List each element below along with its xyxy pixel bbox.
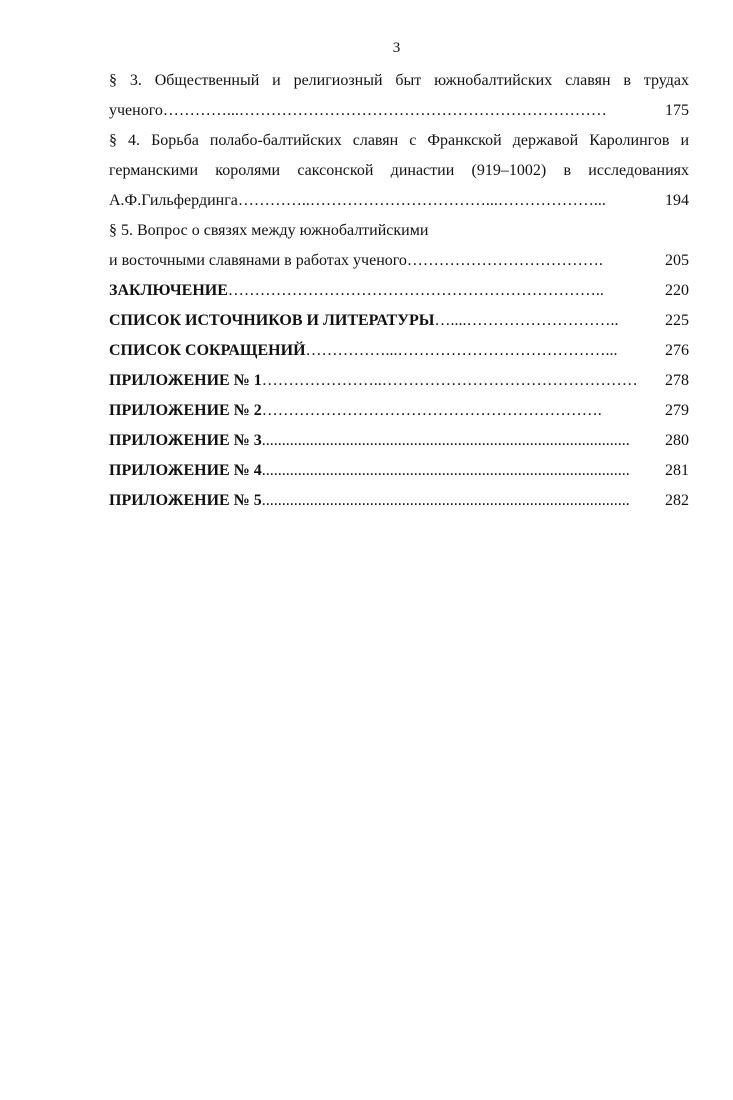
toc-conclusion — [109, 276, 689, 306]
toc-abbreviations — [109, 336, 689, 366]
toc-appendix-1 — [109, 366, 689, 396]
toc-entry-5-line-1: § 5. Вопрос о связях между южнобалтийскими — [109, 222, 429, 239]
toc-appendix-2 — [109, 396, 689, 426]
table-of-contents — [109, 66, 689, 516]
toc-entry-5-title-tail: и восточными славянами в работах ученого — [109, 252, 407, 269]
toc-appendix-5-title: ПРИЛОЖЕНИЕ № 5 — [109, 492, 262, 509]
toc-entry-3-line-1: § 3. Общественный и религиозный быт южнобалтийских славян в трудах — [109, 72, 689, 89]
toc-appendix-3-page: 280 — [665, 432, 689, 449]
toc-entry-5-page: 205 — [665, 252, 689, 269]
toc-entry-5-line-2 — [109, 246, 689, 276]
toc-entry-4-leader-dots: …………..……………………………...………………... — [237, 192, 606, 209]
toc-sources-title: СПИСОК ИСТОЧНИКОВ И ЛИТЕРАТУРЫ — [109, 312, 435, 329]
toc-entry-5-leader-dots: ………………………………. — [406, 252, 603, 269]
toc-entry-3-title-tail: ученого — [109, 102, 163, 119]
toc-entry-4-page: 194 — [665, 192, 689, 209]
toc-appendix-1-page: 278 — [665, 372, 689, 389]
toc-abbreviations-leader-dots: ……………...…………………………………... — [305, 342, 618, 359]
toc-abbreviations-title: СПИСОК СОКРАЩЕНИЙ — [109, 342, 306, 359]
toc-appendix-2-page: 279 — [665, 402, 689, 419]
page-number: 3 — [392, 40, 401, 56]
toc-entry-4-line-1: § 4. Борьба полабо-балтийских славян с Франкской державой Каролингов и — [109, 132, 689, 149]
toc-appendix-4-page: 281 — [665, 462, 689, 479]
toc-appendix-3-leader-dots: ............................................................................................ — [261, 432, 630, 449]
toc-sources-leader-dots: …....……………………….. — [434, 312, 619, 329]
toc-appendix-4-title: ПРИЛОЖЕНИЕ № 4 — [109, 462, 262, 479]
toc-entry-4-title-tail: А.Ф.Гильфердинга — [109, 192, 238, 209]
toc-entry-3-line-2 — [109, 96, 689, 126]
toc-sources — [109, 306, 689, 336]
toc-entry-3-leader-dots: …………...…………………………………………………………… — [162, 102, 607, 119]
toc-conclusion-leader-dots: …………………………………………………………….. — [227, 282, 604, 299]
toc-appendix-3 — [109, 426, 689, 456]
toc-sources-page: 225 — [665, 312, 689, 329]
toc-appendix-2-title: ПРИЛОЖЕНИЕ № 2 — [109, 402, 262, 419]
toc-conclusion-title: ЗАКЛЮЧЕНИЕ — [109, 282, 228, 299]
toc-entry-4-line-2: германскими королями саксонской династии (919–1002) в исследованиях — [109, 162, 689, 179]
toc-abbreviations-page: 276 — [665, 342, 689, 359]
toc-appendix-4 — [109, 456, 689, 486]
toc-appendix-4-leader-dots: ............................................................................................ — [261, 462, 630, 479]
toc-appendix-5 — [109, 486, 689, 516]
toc-appendix-5-leader-dots: ............................................................................................ — [261, 492, 630, 509]
toc-appendix-2-leader-dots: ………………………………………………………. — [261, 402, 602, 419]
toc-appendix-5-page: 282 — [665, 492, 689, 509]
toc-conclusion-page: 220 — [665, 282, 689, 299]
toc-appendix-1-leader-dots: …………………..………………………………………… — [261, 372, 638, 389]
toc-entry-4-line-3 — [109, 186, 689, 216]
toc-appendix-1-title: ПРИЛОЖЕНИЕ № 1 — [109, 372, 262, 389]
toc-appendix-3-title: ПРИЛОЖЕНИЕ № 3 — [109, 432, 262, 449]
toc-entry-3-page: 175 — [665, 102, 689, 119]
